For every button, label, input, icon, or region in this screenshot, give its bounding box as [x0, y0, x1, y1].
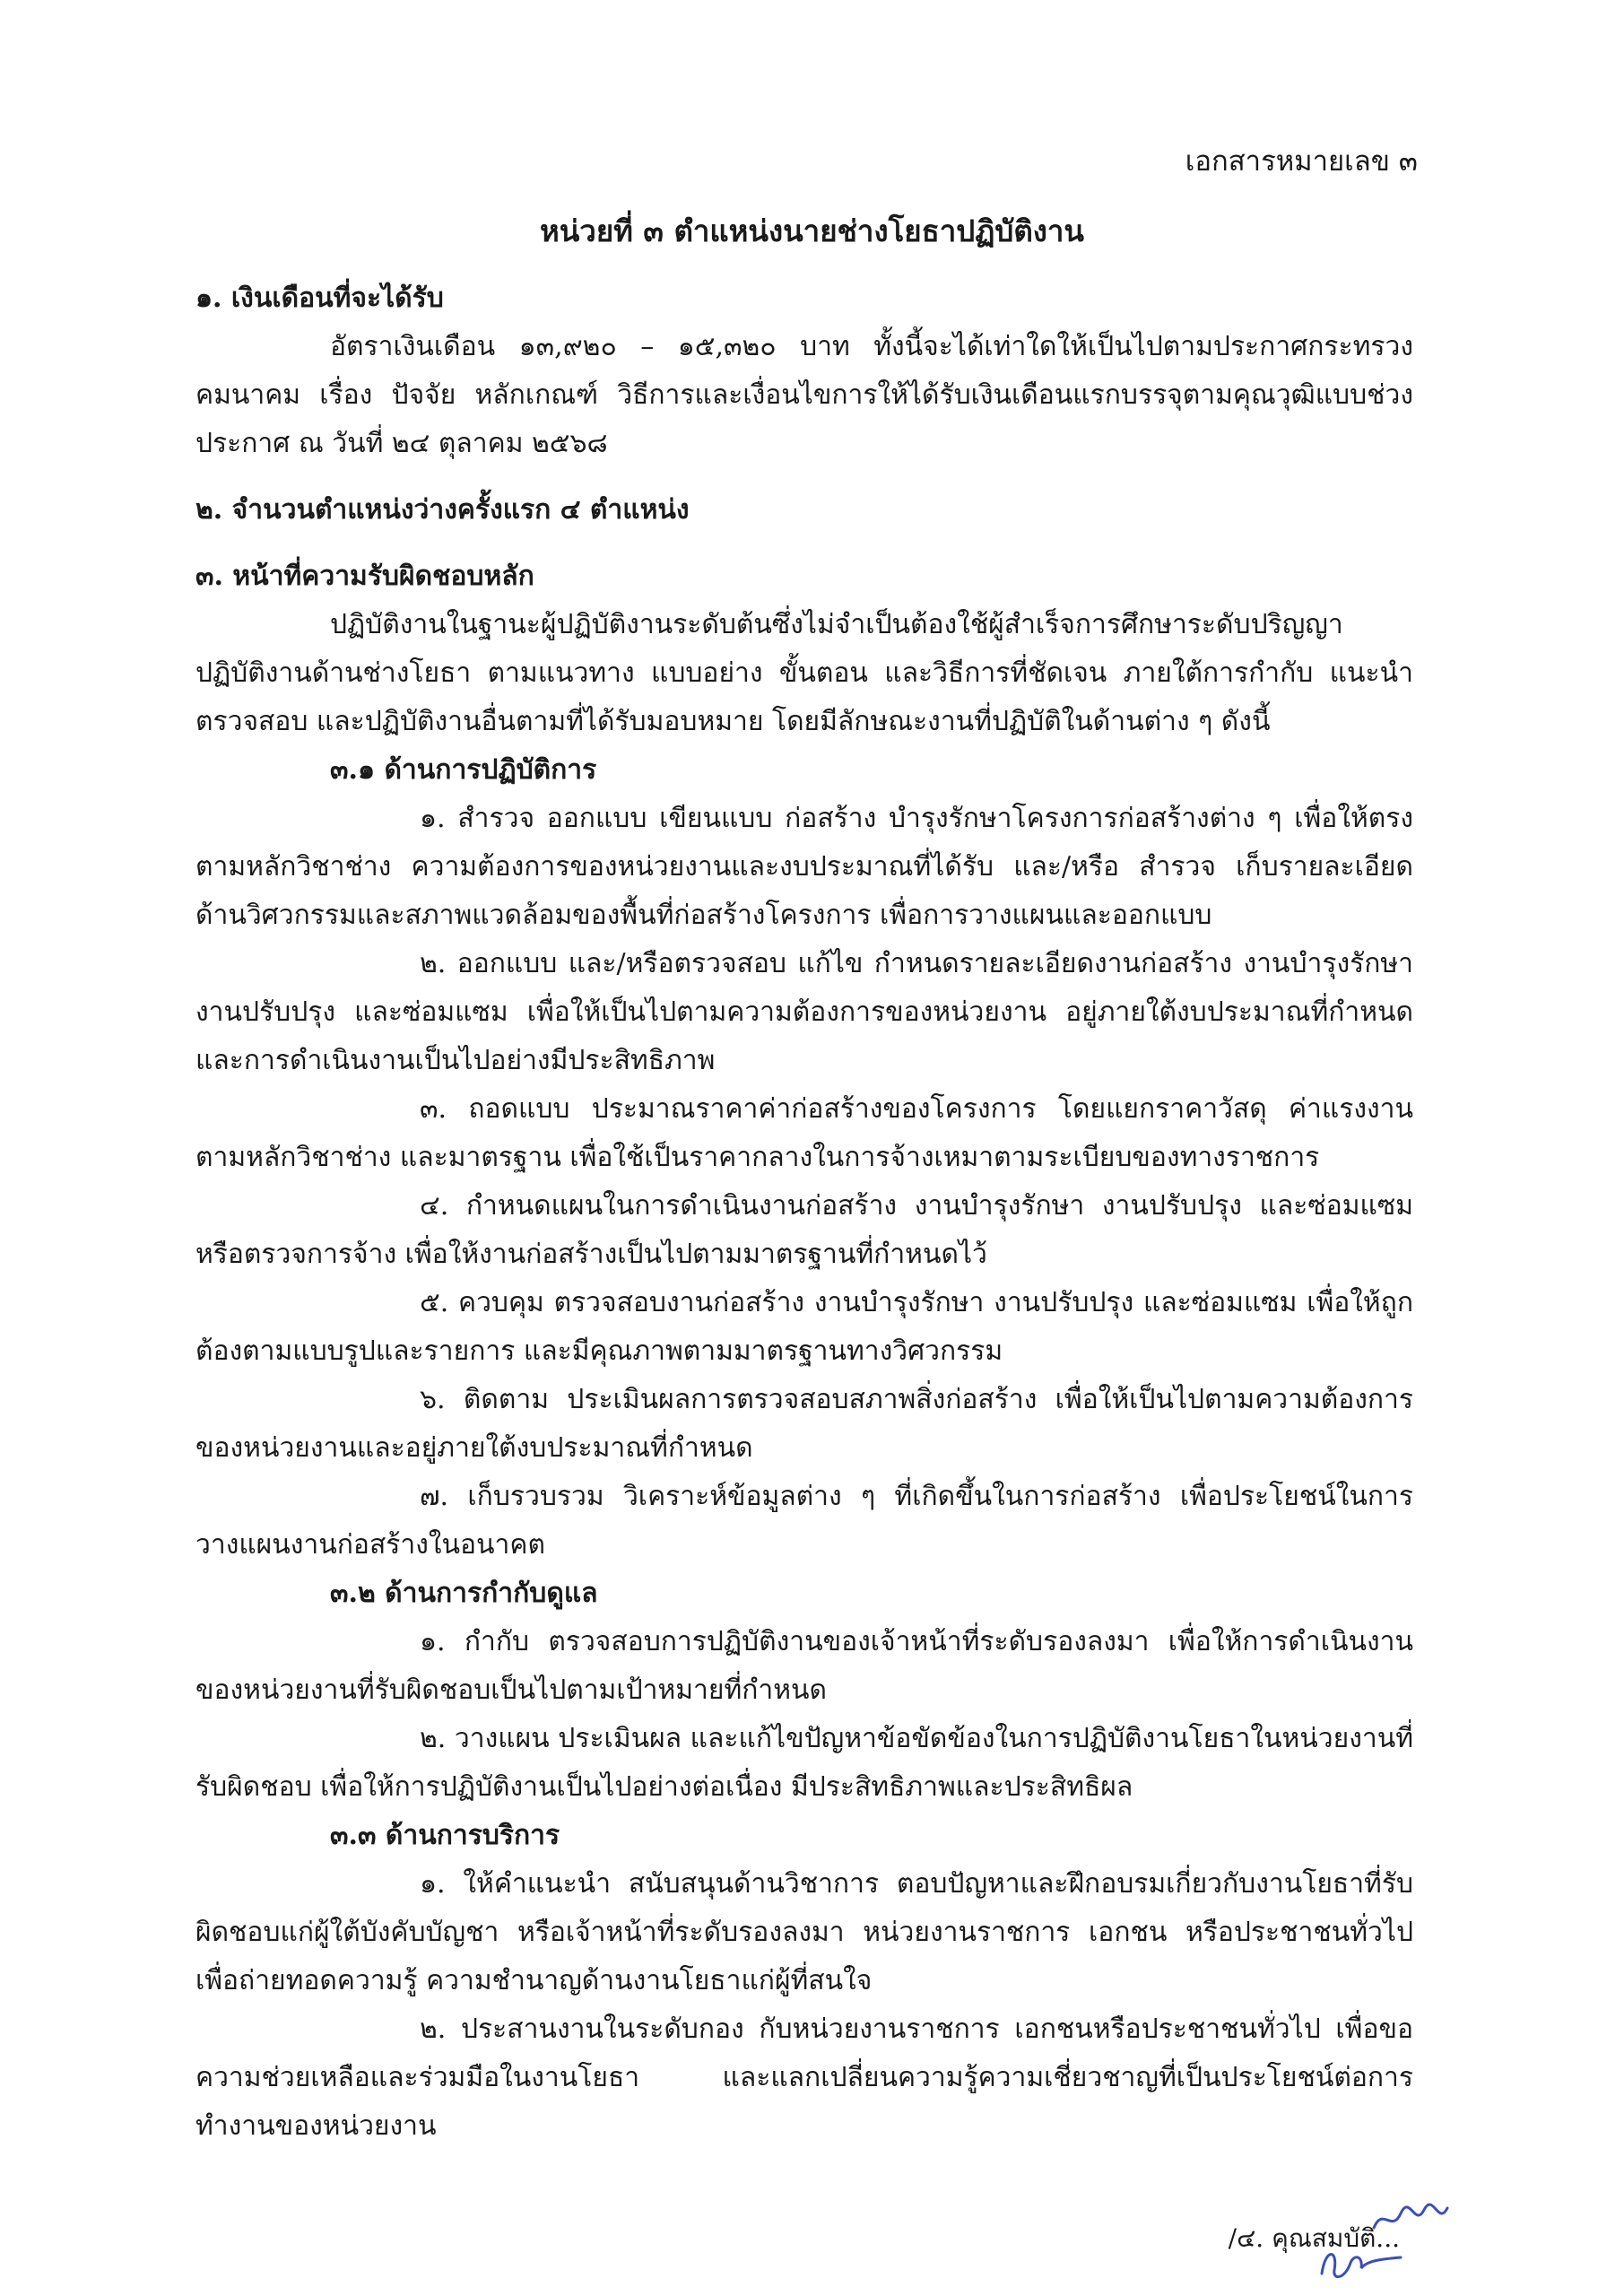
list-item: ๑. สำรวจ ออกแบบ เขียนแบบ ก่อสร้าง บำรุงรักษาโครงการก่อสร้างต่าง ๆ เพื่อให้ตรงตามหลักวิชาช่าง ความต้องการของหน่วยงานและงบประมาณที่ได้รับ และ/หรือ สำรวจ เก็บรายละเอียดด้านวิศวกรรมและสภาพแวดล้อมของพื้นที่ก่อสร้างโครงการ เพื่อการวางแผนและออกแบบ: [195, 803, 1413, 931]
list-item: ๓. ถอดแบบ ประมาณราคาค่าก่อสร้างของโครงการ โดยแยกราคาวัสดุ ค่าแรงงาน ตามหลักวิชาช่าง และมาตรฐาน เพื่อใช้เป็นราคากลางในการจ้างเหมาตามระเบียบของทางราชการ: [195, 1093, 1413, 1173]
list-item: ๒. ประสานงานในระดับกอง กับหน่วยงานราชการ เอกชนหรือประชาชนทั่วไป เพื่อขอความช่วยเหลือและร่วมมือในงานโยธา และแลกเปลี่ยนความรู้ความเชี่ยวชาญที่เป็นประโยชน์ต่อการทำงานของหน่วยงาน: [195, 2013, 1413, 2142]
list-item: ๖. ติดตาม ประเมินผลการตรวจสอบสภาพสิ่งก่อสร้าง เพื่อให้เป็นไปตามความต้องการของหน่วยงานและอยู่ภายใต้งบประมาณที่กำหนด: [195, 1384, 1413, 1464]
list-item: ๕. ควบคุม ตรวจสอบงานก่อสร้าง งานบำรุงรักษา งานปรับปรุง และซ่อมแซม เพื่อให้ถูกต้องตามแบบรูปและรายการ และมีคุณภาพตามมาตรฐานทางวิศวกรรม: [195, 1287, 1413, 1367]
document-body: [195, 269, 1413, 2151]
list-item: ๔. กำหนดแผนในการดำเนินงานก่อสร้าง งานบำรุงรักษา งานปรับปรุง และซ่อมแซม หรือตรวจการจ้าง เพื่อให้งานก่อสร้างเป็นไปตามมาตรฐานที่กำหนดไว้: [195, 1190, 1413, 1270]
signature-icon: [1316, 2238, 1406, 2287]
section-3-intro: ปฏิบัติงานในฐานะผู้ปฏิบัติงานระดับต้นซึ่งไม่จำเป็นต้องใช้ผู้สำเร็จการศึกษาระดับปริญญา ปฏิบัติงานด้านช่างโยธา ตามแนวทาง แบบอย่าง ขั้นตอน และวิธีการที่ชัดเจน ภายใต้การกำกับ แนะนำ ตรวจสอบ และปฏิบัติงานอื่นตามที่ได้รับมอบหมาย โดยมีลักษณะงานที่ปฏิบัติในด้านต่าง ๆ ดังนี้: [195, 609, 1413, 737]
page-title: หน่วยที่ ๓ ตำแหน่งนายช่างโยธาปฏิบัติงาน: [539, 213, 1084, 248]
list-item: ๑. กำกับ ตรวจสอบการปฏิบัติงานของเจ้าหน้าที่ระดับรองลงมา เพื่อให้การดำเนินงานของหน่วยงานที่รับผิดชอบเป็นไปตามเป้าหมายที่กำหนด: [195, 1626, 1413, 1706]
signature-mark-icon: [1370, 2201, 1451, 2237]
section-1-text: อัตราเงินเดือน ๑๓,๙๒๐ – ๑๕,๓๒๐ บาท ทั้งนี้จะได้เท่าใดให้เป็นไปตามประกาศกระทรวงคมนาคม เรื่อง ปัจจัย หลักเกณฑ์ วิธีการและเงื่อนไขการให้ได้รับเงินเดือนแรกบรรจุตามคุณวุฒิแบบช่วง ประกาศ ณ วันที่ ๒๔ ตุลาคม ๒๕๖๘: [195, 331, 1413, 459]
subsection-3-2-heading: ๓.๒ ด้านการกำกับดูแล: [330, 1578, 598, 1609]
subsection-3-3-heading: ๓.๓ ด้านการบริการ: [330, 1820, 560, 1851]
list-item: ๗. เก็บรวบรวม วิเคราะห์ข้อมูลต่าง ๆ ที่เกิดขึ้นในการก่อสร้าง เพื่อประโยชน์ในการวางแผนงานก่อสร้างในอนาคต: [195, 1481, 1413, 1561]
document-number: เอกสารหมายเลข ๓: [1185, 145, 1418, 178]
list-item: ๒. ออกแบบ และ/หรือตรวจสอบ แก้ไข กำหนดรายละเอียดงานก่อสร้าง งานบำรุงรักษา งานปรับปรุง และซ่อมแซม เพื่อให้เป็นไปตามความต้องการของหน่วยงาน อยู่ภายใต้งบประมาณที่กำหนด และการดำเนินงานเป็นไปอย่างมีประสิทธิภาพ: [195, 948, 1413, 1076]
section-2-heading: ๒. จำนวนตำแหน่งว่างครั้งแรก ๔ ตำแหน่ง: [195, 494, 690, 526]
list-item: ๑. ให้คำแนะนำ สนับสนุนด้านวิชาการ ตอบปัญหาและฝึกอบรมเกี่ยวกับงานโยธาที่รับผิดชอบแก่ผู้ใต้บังคับบัญชา หรือเจ้าหน้าที่ระดับรองลงมา หน่วยงานราชการ เอกชน หรือประชาชนทั่วไป เพื่อถ่ายทอดความรู้ ความชำนาญด้านงานโยธาแก่ผู้ที่สนใจ: [195, 1868, 1413, 1996]
next-page-reference: /๔. คุณสมบัติ...: [1228, 2223, 1400, 2253]
section-1-heading: ๑. เงินเดือนที่จะได้รับ: [195, 283, 444, 314]
section-3-heading: ๓. หน้าที่ความรับผิดชอบหลัก: [195, 561, 534, 592]
subsection-3-1-heading: ๓.๑ ด้านการปฏิบัติการ: [330, 754, 597, 786]
list-item: ๒. วางแผน ประเมินผล และแก้ไขปัญหาข้อขัดข้องในการปฏิบัติงานโยธาในหน่วยงานที่รับผิดชอบ เพื่อให้การปฏิบัติงานเป็นไปอย่างต่อเนื่อง มีประสิทธิภาพและประสิทธิผล: [195, 1723, 1413, 1803]
